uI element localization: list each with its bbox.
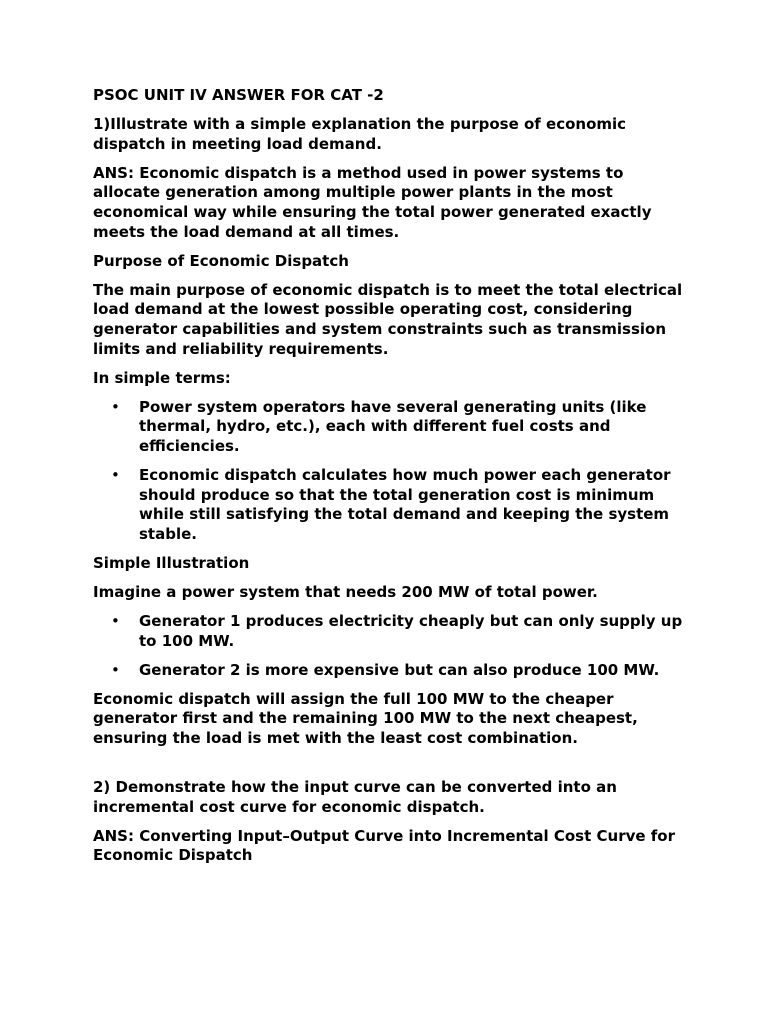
bullet-list-1 xyxy=(93,398,693,545)
purpose-heading: Purpose of Economic Dispatch xyxy=(93,251,349,270)
list-item xyxy=(93,612,693,651)
bullet-icon: • xyxy=(111,612,120,631)
purpose-paragraph: The main purpose of economic dispatch is to meet the total electrical load demand at the lowest possible operating cost, considering generator capabilities and system constraints such as transmission limits and reliability requirements. xyxy=(93,280,683,358)
bullet-icon: • xyxy=(111,466,120,484)
spacer xyxy=(93,758,693,778)
list-item xyxy=(93,661,693,681)
list-item xyxy=(93,398,693,457)
list-item-text: Power system operators have several generating units (like thermal, hydro, etc.), each with different fuel costs and efficiencies. xyxy=(139,397,647,455)
question-2-number: 2) xyxy=(93,778,111,797)
illustration-paragraph: Imagine a power system that needs 200 MW of total power. xyxy=(93,582,598,601)
simple-terms-label: In simple terms: xyxy=(93,368,231,387)
answer-2-text: Converting Input–Output Curve into Incremental Cost Curve for Economic Dispatch xyxy=(93,826,675,865)
bullet-icon: • xyxy=(111,660,120,679)
list-item-text: Generator 2 is more expensive but can also produce 100 MW. xyxy=(139,660,660,679)
bullet-list-2 xyxy=(93,612,693,680)
document-title: PSOC UNIT IV ANSWER FOR CAT -2 xyxy=(93,86,384,104)
illustration-heading: Simple Illustration xyxy=(93,553,250,572)
document-page xyxy=(93,86,693,876)
question-2-text: Demonstrate how the input curve can be converted into an incremental cost curve for economic dispatch. xyxy=(93,778,617,816)
answer-label: ANS: xyxy=(93,826,134,845)
list-item-text: Generator 1 produces electricity cheaply but can only supply up to 100 MW. xyxy=(139,612,683,650)
answer-2 xyxy=(93,827,693,866)
list-item xyxy=(93,466,693,544)
conclusion-paragraph: Economic dispatch will assign the full 100 MW to the cheaper generator first and the remaining 100 MW to the next cheapest, ensuring the load is met with the least cost combination. xyxy=(93,689,638,748)
question-1: 1)Illustrate with a simple explanation the purpose of economic dispatch in meeting load demand. xyxy=(93,115,627,153)
question-2 xyxy=(93,778,693,817)
bullet-icon: • xyxy=(111,397,120,416)
answer-1 xyxy=(93,164,693,242)
answer-1-text: Economic dispatch is a method used in power systems to allocate generation among multiple power plants in the most economical way while ensuring the total power generated exactly meets the load demand at all times. xyxy=(93,163,652,241)
answer-label: ANS: xyxy=(93,163,134,182)
list-item-text: Economic dispatch calculates how much power each generator should produce so that the total generation cost is minimum while still satisfying the total demand and keeping the system stable. xyxy=(139,466,671,543)
